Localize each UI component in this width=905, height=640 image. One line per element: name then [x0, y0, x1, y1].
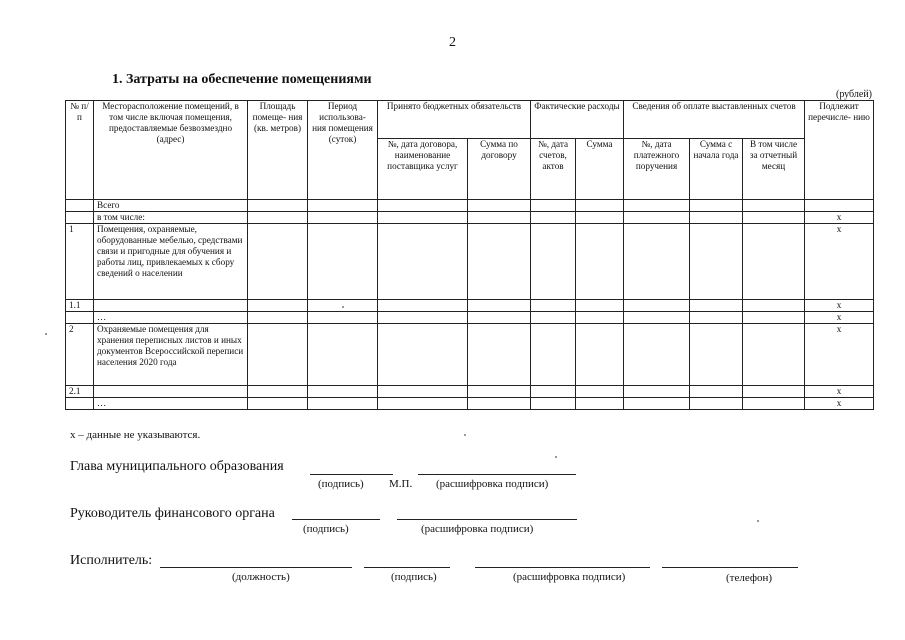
- cell: [308, 398, 378, 410]
- header-area: Площадь помеще- ния (кв. метров): [248, 101, 308, 200]
- header-transfer: Подлежит перечисле- нию: [805, 101, 874, 200]
- cell: [308, 224, 378, 300]
- cell: [468, 398, 531, 410]
- cell: [468, 312, 531, 324]
- row-location: Всего: [94, 200, 248, 212]
- cell: [531, 386, 576, 398]
- header-payment-month: В том числе за отчетный месяц: [743, 139, 805, 200]
- cell: [248, 386, 308, 398]
- header-payment-ytd: Сумма с начала года: [690, 139, 743, 200]
- header-budget-contract: №, дата договора, наименование поставщика услуг: [378, 139, 468, 200]
- row-num: [66, 200, 94, 212]
- row-mark: x: [805, 300, 874, 312]
- executor-sign-caption: (подпись): [391, 571, 437, 583]
- row-location: …: [94, 398, 248, 410]
- header-num: № п/п: [66, 101, 94, 200]
- cell: [468, 212, 531, 224]
- cell: [624, 398, 690, 410]
- table-row: [66, 312, 874, 324]
- cell: [378, 224, 468, 300]
- units-label: (рублей): [835, 89, 872, 100]
- cell: [531, 224, 576, 300]
- row-location: …: [94, 312, 248, 324]
- cell: [743, 312, 805, 324]
- table-row: [66, 300, 874, 312]
- table-row: [66, 398, 874, 410]
- cell: [531, 398, 576, 410]
- executor-sign-line[interactable]: [364, 567, 450, 568]
- scan-speck: [555, 456, 557, 458]
- cell: [690, 200, 743, 212]
- cell: [690, 300, 743, 312]
- cell: [576, 200, 624, 212]
- row-num: 1: [66, 224, 94, 300]
- executor-phone-caption: (телефон): [726, 572, 773, 584]
- header-location: Месторасположение помещений, в том числе включая помещения, предоставляемые безвозмездно (адрес): [94, 101, 248, 200]
- row-mark: [805, 200, 874, 212]
- cell: [624, 224, 690, 300]
- cell: [576, 212, 624, 224]
- cell: [248, 224, 308, 300]
- table-row: [66, 224, 874, 300]
- row-location: в том числе:: [94, 212, 248, 224]
- cell: [531, 200, 576, 212]
- cell: [378, 312, 468, 324]
- cell: [378, 324, 468, 386]
- cell: [531, 212, 576, 224]
- finance-sign-caption: (подпись): [303, 523, 349, 535]
- cell: [743, 386, 805, 398]
- scan-speck: [45, 333, 47, 335]
- cell: [248, 312, 308, 324]
- cell: [743, 300, 805, 312]
- row-mark: x: [805, 386, 874, 398]
- cell: [743, 224, 805, 300]
- cell: [576, 386, 624, 398]
- cell: [308, 324, 378, 386]
- cell: [378, 300, 468, 312]
- header-actual: Фактические расходы: [531, 101, 624, 139]
- cell: [531, 312, 576, 324]
- cell: [624, 324, 690, 386]
- cell: [624, 212, 690, 224]
- row-mark: x: [805, 212, 874, 224]
- cell: [743, 324, 805, 386]
- head-sign-caption: (подпись): [318, 478, 364, 490]
- cell: [468, 224, 531, 300]
- cell: [690, 212, 743, 224]
- cell: [378, 212, 468, 224]
- row-mark: x: [805, 324, 874, 386]
- row-location: Помещения, охраняемые, оборудованные мебелью, средствами связи и пригодные для обучения и работы лиц, привлекаемых к сбору сведений о населении: [94, 224, 248, 300]
- cell: [690, 324, 743, 386]
- table-body: [66, 200, 874, 410]
- row-mark: x: [805, 398, 874, 410]
- cell: [468, 324, 531, 386]
- cell: [378, 386, 468, 398]
- cell: [378, 200, 468, 212]
- cell: [624, 200, 690, 212]
- cell: [576, 324, 624, 386]
- finance-label: Руководитель финансового органа: [70, 506, 275, 521]
- cell: [308, 212, 378, 224]
- cell: [690, 386, 743, 398]
- cell: [576, 224, 624, 300]
- executor-label: Исполнитель:: [70, 553, 153, 568]
- cell: [468, 386, 531, 398]
- cell: [576, 398, 624, 410]
- table-row: [66, 386, 874, 398]
- cell: [531, 324, 576, 386]
- head-mp-caption: М.П.: [389, 478, 413, 490]
- cell: [468, 300, 531, 312]
- cell: [531, 300, 576, 312]
- table-row: [66, 200, 874, 212]
- row-location: [94, 300, 248, 312]
- row-num: 2.1: [66, 386, 94, 398]
- row-location: Охраняемые помещения для хранения переписных листов и иных документов Всероссийской переписи населения 2020 года: [94, 324, 248, 386]
- cell: [248, 212, 308, 224]
- row-num: [66, 312, 94, 324]
- executor-position-line[interactable]: [160, 567, 352, 568]
- cell: [248, 324, 308, 386]
- row-mark: x: [805, 312, 874, 324]
- row-location: [94, 386, 248, 398]
- table-row: [66, 212, 874, 224]
- cell: [743, 200, 805, 212]
- row-num: 2: [66, 324, 94, 386]
- finance-decode-line[interactable]: [397, 519, 577, 520]
- executor-decode-caption: (расшифровка подписи): [513, 571, 626, 583]
- finance-decode-caption: (расшифровка подписи): [421, 523, 534, 535]
- table-row: [66, 324, 874, 386]
- cell: [468, 200, 531, 212]
- cell: [624, 386, 690, 398]
- scan-speck: [757, 520, 759, 522]
- cell: [308, 200, 378, 212]
- header-payment: Сведения об оплате выставленных счетов: [624, 101, 805, 139]
- header-payment-order: №, дата платежного поручения: [624, 139, 690, 200]
- executor-position-caption: (должность): [232, 571, 290, 583]
- header-budget: Принято бюджетных обязательств: [378, 101, 531, 139]
- cell: [690, 312, 743, 324]
- cell: [308, 312, 378, 324]
- scan-speck: [342, 306, 344, 308]
- cell: [576, 312, 624, 324]
- executor-decode-line[interactable]: [475, 567, 650, 568]
- cell: [308, 386, 378, 398]
- finance-sign-line[interactable]: [292, 519, 380, 520]
- head-sign-line[interactable]: [310, 474, 393, 475]
- cell: [378, 398, 468, 410]
- cell: [743, 398, 805, 410]
- cell: [690, 224, 743, 300]
- cell: [248, 300, 308, 312]
- page-number: 2: [449, 35, 456, 50]
- row-num: [66, 398, 94, 410]
- row-num: 1.1: [66, 300, 94, 312]
- cell: [624, 312, 690, 324]
- table-header-row: [66, 101, 874, 139]
- cell: [690, 398, 743, 410]
- header-actual-no: №, дата счетов, актов: [531, 139, 576, 200]
- cell: [624, 300, 690, 312]
- section-title: 1. Затраты на обеспечение помещениями: [112, 72, 372, 87]
- expenses-table: [65, 100, 874, 410]
- row-mark: x: [805, 224, 874, 300]
- executor-phone-line[interactable]: [662, 567, 798, 568]
- header-budget-sum: Сумма по договору: [468, 139, 531, 200]
- cell: [248, 398, 308, 410]
- head-decode-caption: (расшифровка подписи): [436, 478, 549, 490]
- cell: [743, 212, 805, 224]
- cell: [576, 300, 624, 312]
- header-period: Период использова- ния помещения (суток): [308, 101, 378, 200]
- header-actual-sum: Сумма: [576, 139, 624, 200]
- head-label: Глава муниципального образования: [70, 459, 284, 474]
- head-decode-line[interactable]: [418, 474, 576, 475]
- row-num: [66, 212, 94, 224]
- scan-speck: [464, 434, 466, 436]
- cell: [248, 200, 308, 212]
- footnote: x – данные не указываются.: [70, 429, 201, 441]
